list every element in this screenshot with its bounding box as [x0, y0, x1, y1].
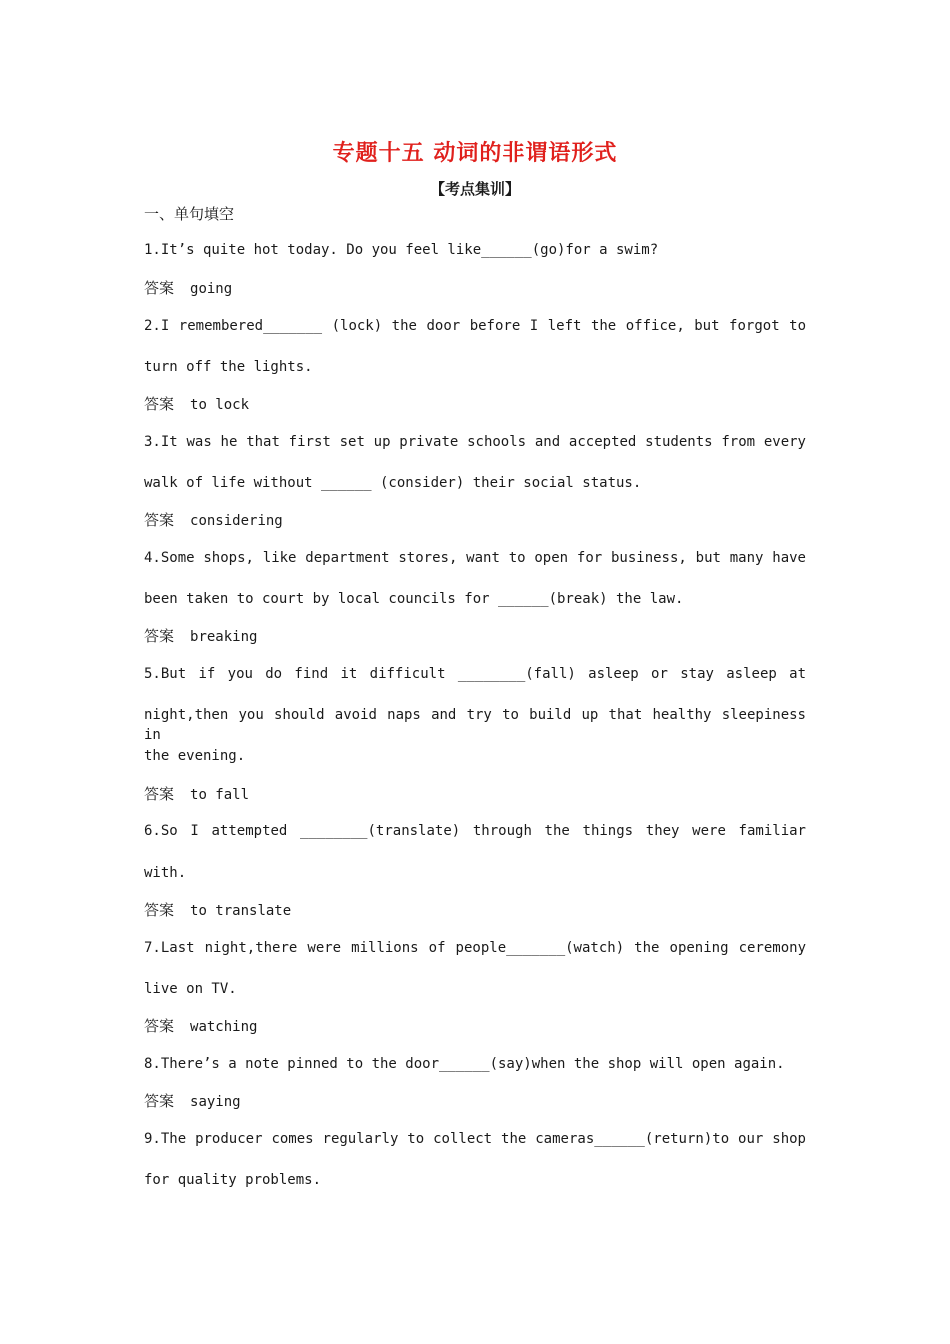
answer-8 — [144, 1091, 806, 1112]
answer-text: to translate — [190, 903, 292, 919]
answer-2 — [144, 394, 806, 415]
question-5-line-3: the evening. — [144, 748, 246, 764]
question-2-line-1: 2.I remembered_______ (lock) the door before I left the office, but forgot to — [144, 318, 806, 334]
question-3-line-2: walk of life without ______ (consider) their social status. — [144, 475, 642, 491]
answer-label: 答案 — [144, 511, 175, 529]
question-3-line-1: 3.It was he that first set up private schools and accepted students from every — [144, 434, 806, 450]
answer-label: 答案 — [144, 1017, 175, 1035]
answer-6 — [144, 900, 806, 921]
answer-text: to lock — [190, 397, 250, 413]
answer-text: watching — [190, 1019, 258, 1035]
question-9-line-2: for quality problems. — [144, 1172, 322, 1188]
answer-3 — [144, 510, 806, 531]
question-9-line-1: 9.The producer comes regularly to collect the cameras______(return)to our shop — [144, 1131, 806, 1147]
answer-text: to fall — [190, 787, 250, 803]
answer-label: 答案 — [144, 901, 175, 919]
answer-4 — [144, 626, 806, 647]
question-6-line-1: 6.So I attempted ________(translate) through the things they were familiar — [144, 823, 806, 839]
question-4-line-1: 4.Some shops, like department stores, want to open for business, but many have — [144, 550, 806, 566]
answer-label: 答案 — [144, 279, 175, 297]
answer-text: breaking — [190, 629, 258, 645]
answer-text: considering — [190, 513, 283, 529]
exercise-heading: 一、单句填空 — [144, 205, 235, 223]
answer-text: going — [190, 281, 233, 297]
answer-7 — [144, 1016, 806, 1037]
answer-1 — [144, 278, 806, 299]
question-6-line-2: with. — [144, 865, 187, 881]
question-5-line-2: night,then you should avoid naps and try to build up that healthy sleepiness in — [144, 707, 806, 743]
answer-label: 答案 — [144, 627, 175, 645]
question-7-line-2: live on TV. — [144, 981, 237, 997]
answer-label: 答案 — [144, 1092, 175, 1110]
page-title: 专题十五 动词的非谓语形式 — [332, 141, 618, 166]
question-1-line-1: 1.It’s quite hot today. Do you feel like______(go)for a swim? — [144, 242, 659, 258]
section-subtitle: 【考点集训】 — [429, 180, 520, 198]
question-2-line-2: turn off the lights. — [144, 359, 313, 375]
answer-5 — [144, 784, 806, 805]
question-7-line-1: 7.Last night,there were millions of people_______(watch) the opening ceremony — [144, 940, 806, 956]
answer-label: 答案 — [144, 785, 175, 803]
question-8-line-1: 8.There’s a note pinned to the door______(say)when the shop will open again. — [144, 1056, 785, 1072]
question-4-line-2: been taken to court by local councils for ______(break) the law. — [144, 591, 684, 607]
question-5-line-1: 5.But if you do find it difficult ________(fall) asleep or stay asleep at — [144, 666, 806, 682]
answer-label: 答案 — [144, 395, 175, 413]
answer-text: saying — [190, 1094, 241, 1110]
